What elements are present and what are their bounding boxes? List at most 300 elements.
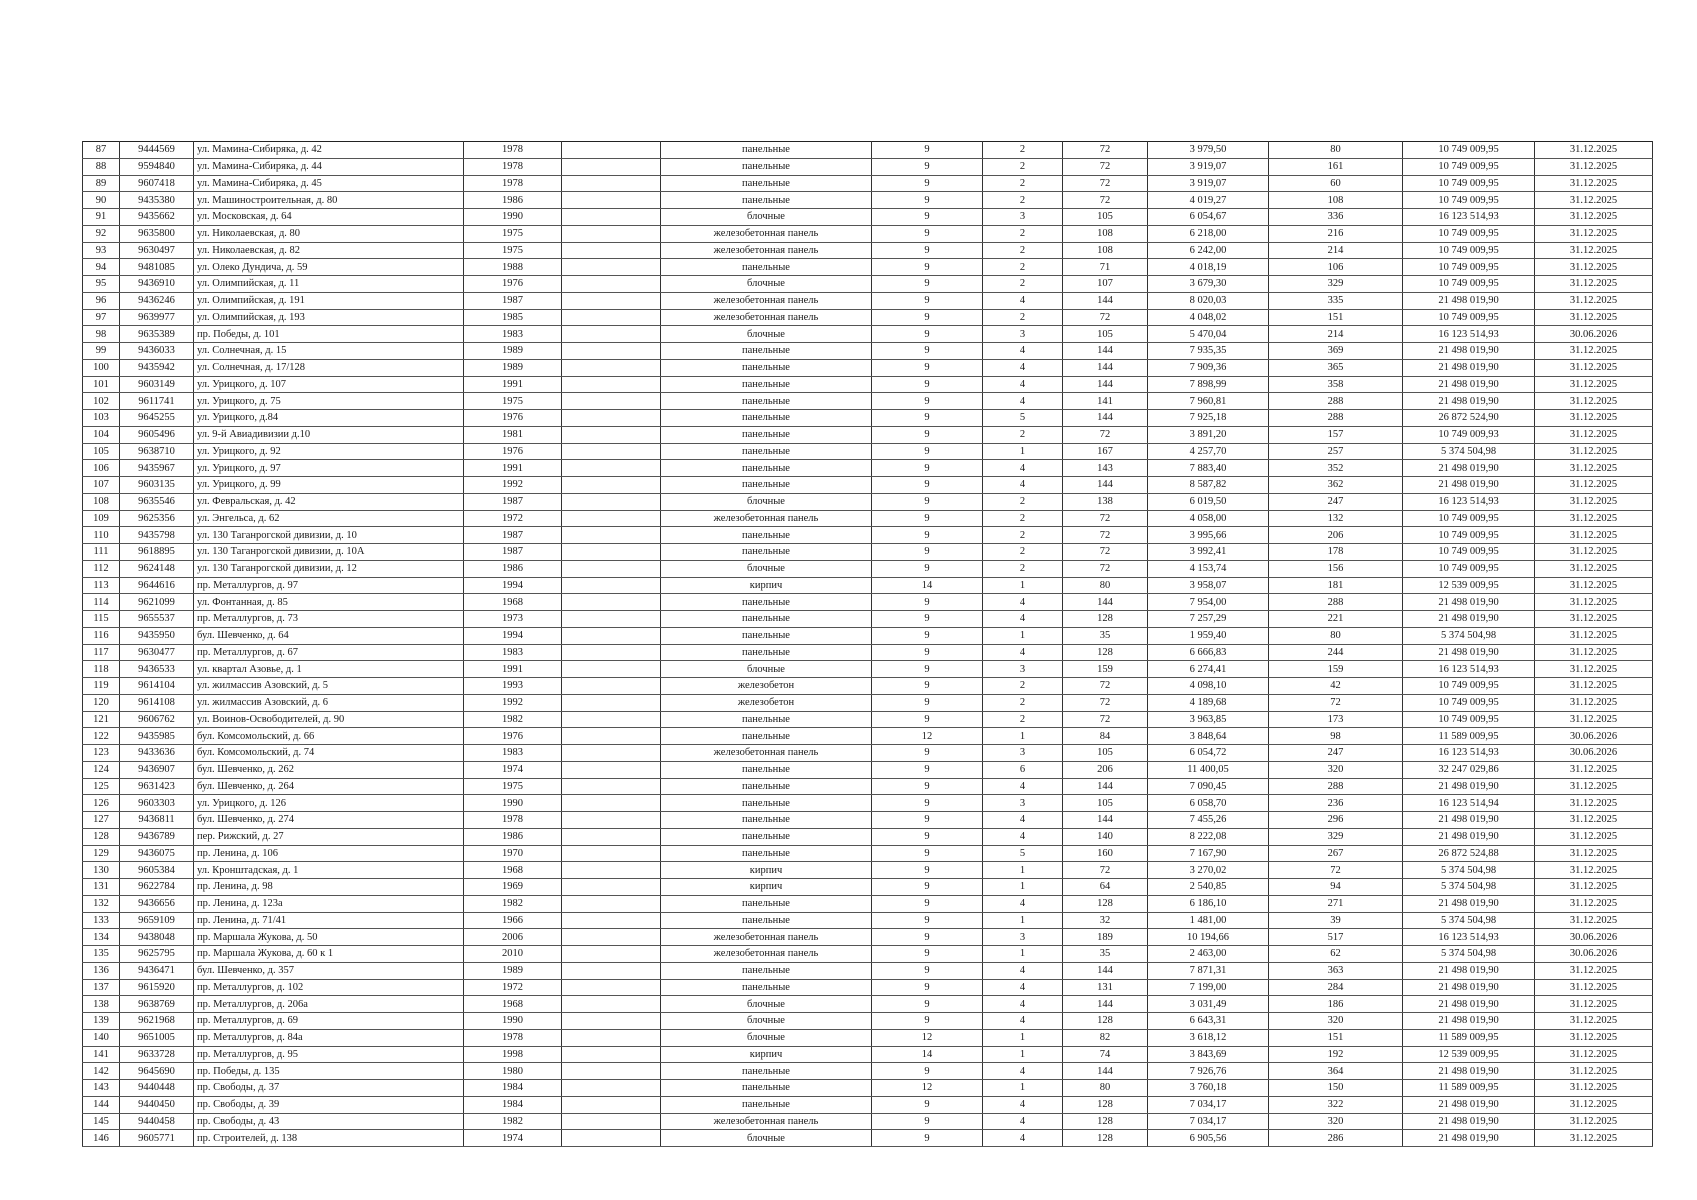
empty-column-cell [562,577,661,594]
building-id-cell: 9435967 [120,460,194,477]
amount-cell: 16 123 514,93 [1403,209,1535,226]
amount-cell: 12 539 009,95 [1403,1046,1535,1063]
wall-material-cell: железобетонная панель [661,1113,872,1130]
floors-cell: 9 [872,946,983,963]
apartments-cell: 72 [1063,527,1148,544]
floors-cell: 14 [872,1046,983,1063]
empty-column-cell [562,493,661,510]
year-built-cell: 1991 [464,661,562,678]
wall-material-cell: железобетонная панель [661,946,872,963]
area-cell: 3 891,20 [1148,426,1269,443]
apartments-cell: 131 [1063,979,1148,996]
amount-cell: 10 749 009,95 [1403,527,1535,544]
deadline-cell: 31.12.2025 [1535,276,1653,293]
apartments-cell: 144 [1063,376,1148,393]
row-number-cell: 109 [83,510,120,527]
address-cell: пр. Ленина, д. 106 [194,845,464,862]
apartments-cell: 144 [1063,410,1148,427]
year-built-cell: 1987 [464,292,562,309]
empty-column-cell [562,544,661,561]
deadline-cell: 31.12.2025 [1535,493,1653,510]
amount-cell: 16 123 514,93 [1403,661,1535,678]
apartments-cell: 144 [1063,996,1148,1013]
area-cell: 5 470,04 [1148,326,1269,343]
deadline-cell: 31.12.2025 [1535,192,1653,209]
entrances-cell: 4 [983,393,1063,410]
row-number-cell: 125 [83,778,120,795]
entrances-cell: 4 [983,1013,1063,1030]
table-row [83,493,1653,510]
building-id-cell: 9625356 [120,510,194,527]
empty-column-cell [562,812,661,829]
year-built-cell: 1992 [464,694,562,711]
residents-cell: 62 [1269,946,1403,963]
building-id-cell: 9436656 [120,895,194,912]
apartments-cell: 144 [1063,812,1148,829]
year-built-cell: 1984 [464,1080,562,1097]
entrances-cell: 2 [983,493,1063,510]
empty-column-cell [562,158,661,175]
table-row [83,426,1653,443]
amount-cell: 5 374 504,98 [1403,912,1535,929]
building-id-cell: 9622784 [120,879,194,896]
amount-cell: 21 498 019,90 [1403,828,1535,845]
apartments-cell: 108 [1063,242,1148,259]
area-cell: 7 455,26 [1148,812,1269,829]
apartments-cell: 105 [1063,209,1148,226]
entrances-cell: 3 [983,929,1063,946]
deadline-cell: 31.12.2025 [1535,962,1653,979]
amount-cell: 21 498 019,90 [1403,962,1535,979]
row-number-cell: 126 [83,795,120,812]
deadline-cell: 31.12.2025 [1535,1046,1653,1063]
address-cell: пр. Победы, д. 135 [194,1063,464,1080]
wall-material-cell: панельные [661,544,872,561]
address-cell: ул. Урицкого, д. 97 [194,460,464,477]
area-cell: 6 905,56 [1148,1130,1269,1147]
row-number-cell: 120 [83,694,120,711]
area-cell: 2 540,85 [1148,879,1269,896]
empty-column-cell [562,962,661,979]
address-cell: пер. Рижский, д. 27 [194,828,464,845]
row-number-cell: 118 [83,661,120,678]
area-cell: 6 054,67 [1148,209,1269,226]
deadline-cell: 31.12.2025 [1535,1096,1653,1113]
building-id-cell: 9639977 [120,309,194,326]
residents-cell: 296 [1269,812,1403,829]
apartments-cell: 80 [1063,577,1148,594]
deadline-cell: 31.12.2025 [1535,711,1653,728]
area-cell: 3 979,50 [1148,142,1269,159]
building-id-cell: 9440448 [120,1080,194,1097]
row-number-cell: 132 [83,895,120,912]
floors-cell: 9 [872,1096,983,1113]
row-number-cell: 97 [83,309,120,326]
deadline-cell: 31.12.2025 [1535,142,1653,159]
empty-column-cell [562,946,661,963]
residents-cell: 236 [1269,795,1403,812]
amount-cell: 10 749 009,95 [1403,560,1535,577]
empty-column-cell [562,795,661,812]
floors-cell: 9 [872,1013,983,1030]
empty-column-cell [562,1096,661,1113]
residents-cell: 322 [1269,1096,1403,1113]
year-built-cell: 1976 [464,728,562,745]
apartments-cell: 72 [1063,175,1148,192]
area-cell: 6 242,00 [1148,242,1269,259]
residents-cell: 320 [1269,761,1403,778]
residents-cell: 216 [1269,225,1403,242]
floors-cell: 14 [872,577,983,594]
deadline-cell: 31.12.2025 [1535,828,1653,845]
address-cell: пр. Маршала Жукова, д. 50 [194,929,464,946]
wall-material-cell: панельные [661,912,872,929]
table-row [83,242,1653,259]
year-built-cell: 1993 [464,678,562,695]
empty-column-cell [562,694,661,711]
address-cell: ул. Мамина-Сибиряка, д. 45 [194,175,464,192]
building-id-cell: 9644616 [120,577,194,594]
amount-cell: 21 498 019,90 [1403,1130,1535,1147]
deadline-cell: 31.12.2025 [1535,343,1653,360]
entrances-cell: 4 [983,1113,1063,1130]
residents-cell: 161 [1269,158,1403,175]
residents-cell: 320 [1269,1113,1403,1130]
amount-cell: 10 749 009,95 [1403,309,1535,326]
year-built-cell: 1990 [464,795,562,812]
year-built-cell: 1974 [464,1130,562,1147]
building-id-cell: 9436811 [120,812,194,829]
floors-cell: 9 [872,778,983,795]
residents-cell: 214 [1269,326,1403,343]
building-id-cell: 9444569 [120,142,194,159]
amount-cell: 21 498 019,90 [1403,812,1535,829]
area-cell: 6 643,31 [1148,1013,1269,1030]
amount-cell: 10 749 009,95 [1403,175,1535,192]
residents-cell: 336 [1269,209,1403,226]
entrances-cell: 2 [983,527,1063,544]
amount-cell: 21 498 019,90 [1403,644,1535,661]
deadline-cell: 30.06.2026 [1535,946,1653,963]
residents-cell: 358 [1269,376,1403,393]
area-cell: 7 954,00 [1148,594,1269,611]
year-built-cell: 1989 [464,359,562,376]
amount-cell: 10 749 009,95 [1403,142,1535,159]
residents-cell: 320 [1269,1013,1403,1030]
address-cell: пр. Металлургов, д. 73 [194,611,464,628]
year-built-cell: 1987 [464,544,562,561]
residents-cell: 288 [1269,594,1403,611]
address-cell: ул. 130 Таганрогской дивизии, д. 12 [194,560,464,577]
address-cell: ул. 9-й Авиадивизии д.10 [194,426,464,443]
empty-column-cell [562,644,661,661]
entrances-cell: 3 [983,745,1063,762]
deadline-cell: 31.12.2025 [1535,1130,1653,1147]
building-id-cell: 9438048 [120,929,194,946]
building-id-cell: 9645690 [120,1063,194,1080]
building-id-cell: 9659109 [120,912,194,929]
wall-material-cell: панельные [661,376,872,393]
table-row [83,359,1653,376]
address-cell: ул. Московская, д. 64 [194,209,464,226]
amount-cell: 21 498 019,90 [1403,359,1535,376]
floors-cell: 9 [872,510,983,527]
apartments-cell: 72 [1063,426,1148,443]
empty-column-cell [562,828,661,845]
apartments-cell: 72 [1063,862,1148,879]
address-cell: ул. 130 Таганрогской дивизии, д. 10А [194,544,464,561]
address-cell: ул. Олеко Дундича, д. 59 [194,259,464,276]
row-number-cell: 108 [83,493,120,510]
row-number-cell: 99 [83,343,120,360]
building-id-cell: 9614108 [120,694,194,711]
amount-cell: 16 123 514,93 [1403,745,1535,762]
address-cell: ул. Энгельса, д. 62 [194,510,464,527]
table-row [83,527,1653,544]
row-number-cell: 88 [83,158,120,175]
floors-cell: 9 [872,493,983,510]
address-cell: ул. 130 Таганрогской дивизии, д. 10 [194,527,464,544]
amount-cell: 21 498 019,90 [1403,594,1535,611]
year-built-cell: 1980 [464,1063,562,1080]
floors-cell: 9 [872,343,983,360]
building-id-cell: 9435662 [120,209,194,226]
apartments-cell: 144 [1063,1063,1148,1080]
address-cell: ул. Урицкого, д. 92 [194,443,464,460]
housing-table [82,141,1653,1147]
area-cell: 2 463,00 [1148,946,1269,963]
area-cell: 4 019,27 [1148,192,1269,209]
table-row [83,577,1653,594]
apartments-cell: 105 [1063,326,1148,343]
wall-material-cell: блочные [661,1029,872,1046]
entrances-cell: 2 [983,259,1063,276]
table-row [83,678,1653,695]
wall-material-cell: блочные [661,1013,872,1030]
wall-material-cell: панельные [661,1096,872,1113]
area-cell: 8 222,08 [1148,828,1269,845]
floors-cell: 9 [872,912,983,929]
empty-column-cell [562,560,661,577]
table-row [83,1096,1653,1113]
year-built-cell: 1985 [464,309,562,326]
floors-cell: 9 [872,209,983,226]
row-number-cell: 100 [83,359,120,376]
area-cell: 7 925,18 [1148,410,1269,427]
empty-column-cell [562,343,661,360]
address-cell: бул. Шевченко, д. 64 [194,627,464,644]
year-built-cell: 1994 [464,577,562,594]
apartments-cell: 72 [1063,309,1148,326]
row-number-cell: 133 [83,912,120,929]
area-cell: 1 481,00 [1148,912,1269,929]
empty-column-cell [562,259,661,276]
building-id-cell: 9435942 [120,359,194,376]
table-row [83,711,1653,728]
entrances-cell: 2 [983,142,1063,159]
row-number-cell: 89 [83,175,120,192]
empty-column-cell [562,627,661,644]
table-row [83,795,1653,812]
deadline-cell: 31.12.2025 [1535,393,1653,410]
wall-material-cell: блочные [661,996,872,1013]
area-cell: 6 019,50 [1148,493,1269,510]
floors-cell: 12 [872,1029,983,1046]
row-number-cell: 116 [83,627,120,644]
floors-cell: 9 [872,996,983,1013]
wall-material-cell: кирпич [661,862,872,879]
building-id-cell: 9621099 [120,594,194,611]
area-cell: 6 666,83 [1148,644,1269,661]
building-id-cell: 9436471 [120,962,194,979]
empty-column-cell [562,1029,661,1046]
building-id-cell: 9630497 [120,242,194,259]
year-built-cell: 1975 [464,242,562,259]
apartments-cell: 72 [1063,158,1148,175]
amount-cell: 16 123 514,93 [1403,326,1535,343]
wall-material-cell: панельные [661,895,872,912]
building-id-cell: 9436910 [120,276,194,293]
apartments-cell: 72 [1063,510,1148,527]
deadline-cell: 31.12.2025 [1535,359,1653,376]
building-id-cell: 9436033 [120,343,194,360]
residents-cell: 151 [1269,309,1403,326]
residents-cell: 267 [1269,845,1403,862]
residents-cell: 156 [1269,560,1403,577]
address-cell: пр. Металлургов, д. 97 [194,577,464,594]
year-built-cell: 1983 [464,745,562,762]
floors-cell: 9 [872,1130,983,1147]
year-built-cell: 1989 [464,962,562,979]
area-cell: 7 898,99 [1148,376,1269,393]
entrances-cell: 4 [983,778,1063,795]
entrances-cell: 4 [983,996,1063,1013]
row-number-cell: 135 [83,946,120,963]
entrances-cell: 4 [983,477,1063,494]
table-row [83,812,1653,829]
building-id-cell: 9607418 [120,175,194,192]
area-cell: 3 618,12 [1148,1029,1269,1046]
address-cell: ул. Олимпийская, д. 193 [194,309,464,326]
year-built-cell: 1978 [464,142,562,159]
empty-column-cell [562,410,661,427]
deadline-cell: 31.12.2025 [1535,158,1653,175]
year-built-cell: 1982 [464,895,562,912]
residents-cell: 39 [1269,912,1403,929]
row-number-cell: 142 [83,1063,120,1080]
table-row [83,477,1653,494]
apartments-cell: 206 [1063,761,1148,778]
building-id-cell: 9618895 [120,544,194,561]
floors-cell: 9 [872,309,983,326]
apartments-cell: 32 [1063,912,1148,929]
area-cell: 1 959,40 [1148,627,1269,644]
row-number-cell: 139 [83,1013,120,1030]
wall-material-cell: панельные [661,192,872,209]
row-number-cell: 104 [83,426,120,443]
empty-column-cell [562,510,661,527]
empty-column-cell [562,393,661,410]
apartments-cell: 140 [1063,828,1148,845]
amount-cell: 10 749 009,95 [1403,225,1535,242]
year-built-cell: 1988 [464,259,562,276]
deadline-cell: 31.12.2025 [1535,912,1653,929]
residents-cell: 157 [1269,426,1403,443]
wall-material-cell: панельные [661,426,872,443]
year-built-cell: 1972 [464,979,562,996]
building-id-cell: 9615920 [120,979,194,996]
wall-material-cell: железобетонная панель [661,225,872,242]
apartments-cell: 74 [1063,1046,1148,1063]
entrances-cell: 4 [983,1130,1063,1147]
table-row [83,276,1653,293]
deadline-cell: 31.12.2025 [1535,678,1653,695]
building-id-cell: 9630477 [120,644,194,661]
wall-material-cell: панельные [661,812,872,829]
address-cell: ул. Урицкого, д. 75 [194,393,464,410]
row-number-cell: 111 [83,544,120,561]
deadline-cell: 31.12.2025 [1535,309,1653,326]
amount-cell: 10 749 009,95 [1403,544,1535,561]
row-number-cell: 121 [83,711,120,728]
year-built-cell: 1975 [464,225,562,242]
residents-cell: 369 [1269,343,1403,360]
area-cell: 7 960,81 [1148,393,1269,410]
building-id-cell: 9655537 [120,611,194,628]
apartments-cell: 105 [1063,745,1148,762]
table-row [83,1080,1653,1097]
area-cell: 3 679,30 [1148,276,1269,293]
table-row [83,862,1653,879]
amount-cell: 10 749 009,93 [1403,426,1535,443]
residents-cell: 80 [1269,142,1403,159]
floors-cell: 12 [872,1080,983,1097]
entrances-cell: 4 [983,343,1063,360]
address-cell: пр. Победы, д. 101 [194,326,464,343]
wall-material-cell: панельные [661,477,872,494]
empty-column-cell [562,1113,661,1130]
entrances-cell: 2 [983,276,1063,293]
address-cell: ул. Урицкого, д. 107 [194,376,464,393]
entrances-cell: 2 [983,711,1063,728]
empty-column-cell [562,912,661,929]
amount-cell: 10 749 009,95 [1403,276,1535,293]
year-built-cell: 1986 [464,828,562,845]
wall-material-cell: панельные [661,527,872,544]
deadline-cell: 31.12.2025 [1535,812,1653,829]
floors-cell: 9 [872,292,983,309]
year-built-cell: 1983 [464,326,562,343]
entrances-cell: 4 [983,359,1063,376]
apartments-cell: 107 [1063,276,1148,293]
table-row [83,510,1653,527]
amount-cell: 11 589 009,95 [1403,1029,1535,1046]
year-built-cell: 1982 [464,1113,562,1130]
year-built-cell: 1978 [464,1029,562,1046]
table-row [83,393,1653,410]
amount-cell: 10 749 009,95 [1403,259,1535,276]
floors-cell: 9 [872,142,983,159]
area-cell: 11 400,05 [1148,761,1269,778]
year-built-cell: 1998 [464,1046,562,1063]
year-built-cell: 1989 [464,343,562,360]
apartments-cell: 64 [1063,879,1148,896]
address-cell: бул. Шевченко, д. 274 [194,812,464,829]
residents-cell: 284 [1269,979,1403,996]
address-cell: пр. Строителей, д. 138 [194,1130,464,1147]
deadline-cell: 30.06.2026 [1535,929,1653,946]
entrances-cell: 1 [983,1029,1063,1046]
